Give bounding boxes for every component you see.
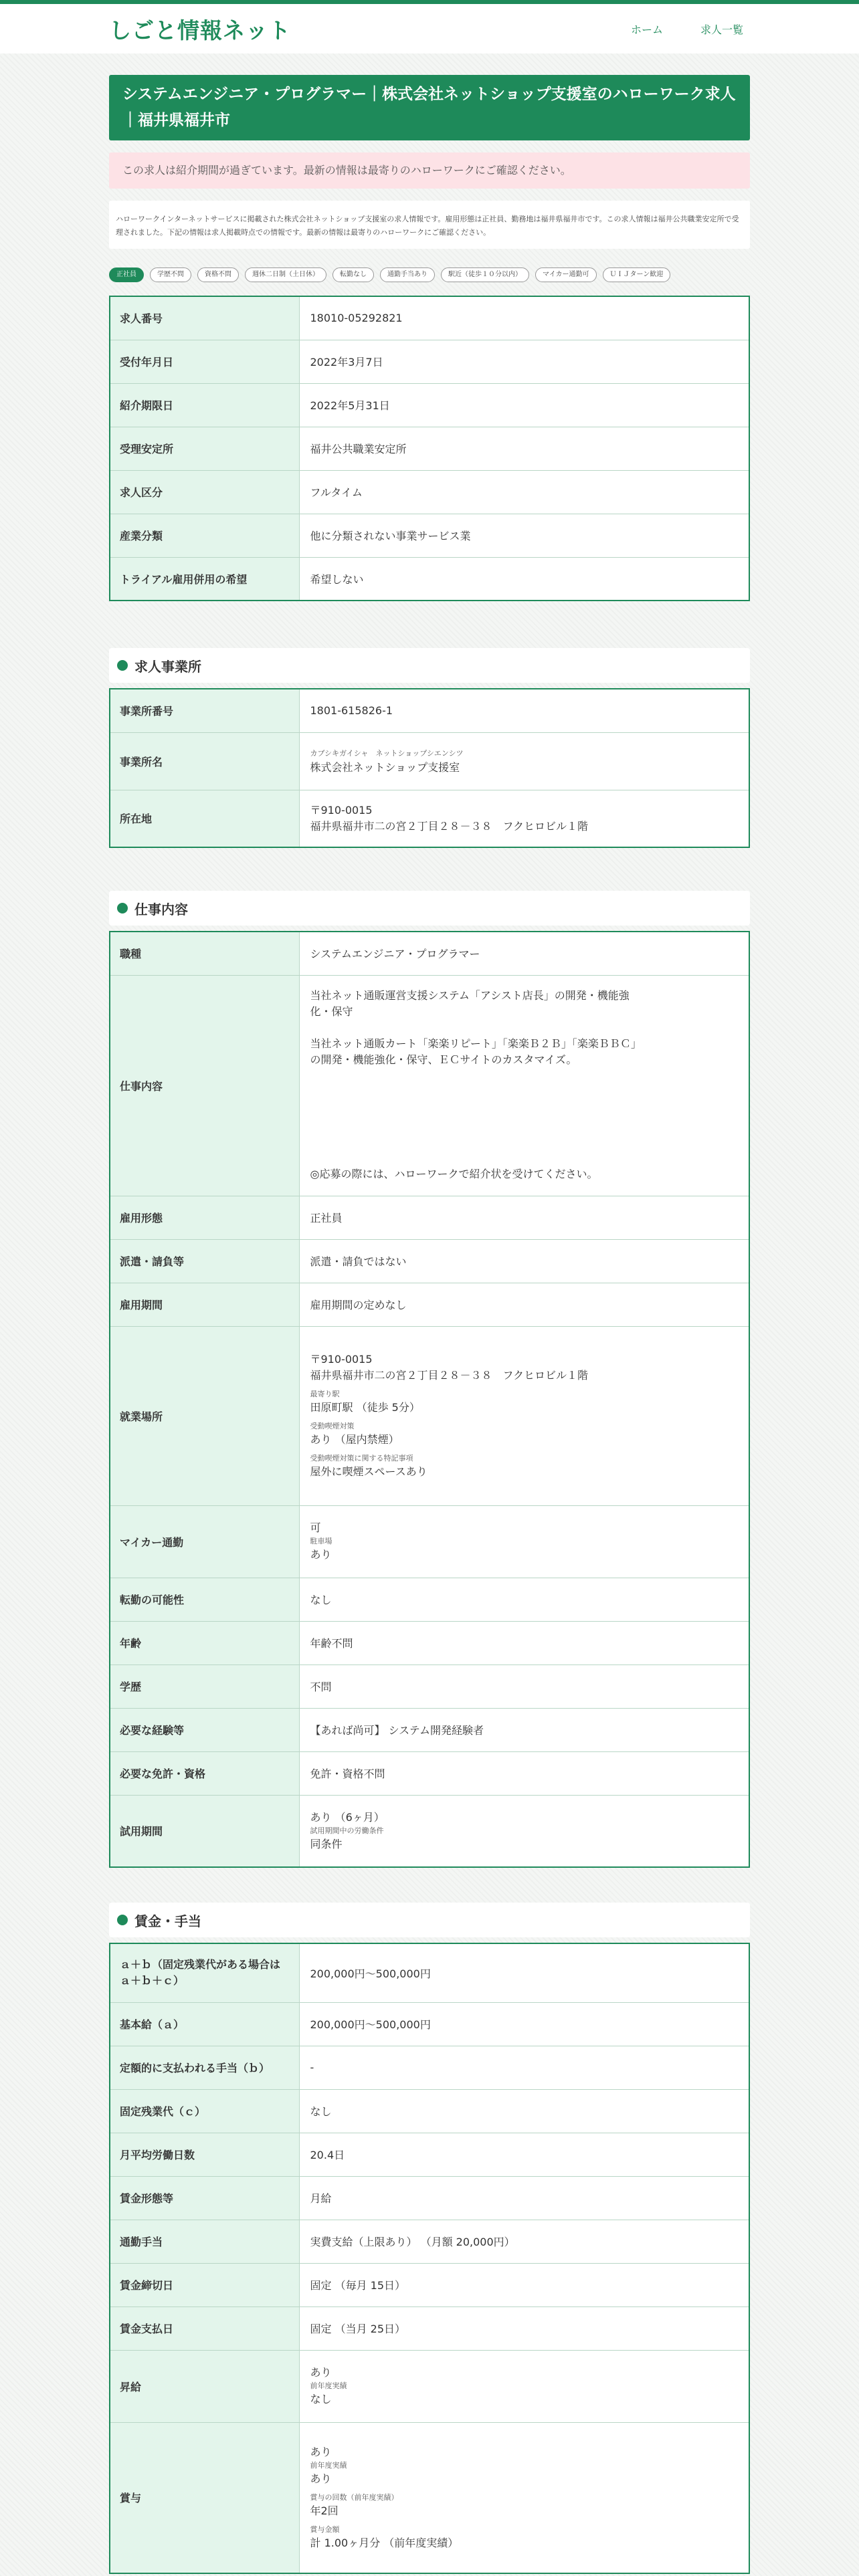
table-row (110, 732, 749, 790)
row-value: 固定 （当月 25日） (299, 2306, 749, 2350)
row-label: 産業分類 (110, 514, 299, 557)
row-label: 転勤の可能性 (110, 1578, 299, 1621)
bullet-dot-icon (117, 660, 128, 671)
row-label: トライアル雇用併用の希望 (110, 557, 299, 601)
job-table (109, 931, 750, 1868)
tag-item[interactable]: マイカー通勤可 (535, 267, 597, 282)
table-row (110, 1505, 749, 1578)
table-row (110, 1795, 749, 1867)
table-row (110, 2089, 749, 2133)
trial-caption: 試用期間中の労働条件 (310, 1826, 384, 1835)
row-value: なし (299, 1578, 749, 1621)
row-label: 派遣・請負等 (110, 1239, 299, 1283)
section-title: 求人事業所 (134, 658, 201, 675)
row-value (299, 2422, 749, 2573)
row-label: 必要な経験等 (110, 1708, 299, 1751)
row-value: 【あれば尚可】 システム開発経験者 (299, 1708, 749, 1751)
bonus-times-caption: 賞与の回数（前年度実績） (310, 2492, 399, 2502)
row-label: 求人区分 (110, 470, 299, 514)
row-value: フルタイム (299, 470, 749, 514)
table-row (110, 427, 749, 470)
section-heading-office (109, 648, 750, 683)
table-row (110, 2220, 749, 2263)
job-description: ハローワークインターネットサービスに掲載された株式会社ネットショップ支援室の求人情報です。雇用形態は正社員、勤務地は福井県福井市です。この求人情報は福井公共職業安定所で受理されました。下記の情報は求人掲載時点での情報です。最新の情報は最寄りのハローワークにご確認ください。 (109, 201, 750, 249)
row-value (299, 732, 749, 790)
row-label: 受付年月日 (110, 340, 299, 383)
row-value (299, 1795, 749, 1867)
table-row (110, 470, 749, 514)
row-value: 正社員 (299, 1196, 749, 1239)
bonus-amount: 計 1.00ヶ月分 （前年度実績） (310, 2536, 459, 2549)
row-label: 仕事内容 (110, 975, 299, 1196)
row-value: 月給 (299, 2176, 749, 2220)
row-label: 昇給 (110, 2350, 299, 2422)
place-address: 福井県福井市二の宮２丁目２８－３８ フクヒロビル１階 (310, 1369, 589, 1382)
row-label: 職種 (110, 932, 299, 975)
table-row (110, 340, 749, 383)
station-caption: 最寄り駅 (310, 1390, 340, 1398)
main-nav (631, 21, 743, 37)
tag-item[interactable]: 資格不問 (197, 267, 239, 282)
row-label: 所在地 (110, 790, 299, 847)
row-value: 2022年3月7日 (299, 340, 749, 383)
row-label: 通勤手当 (110, 2220, 299, 2263)
tag-item[interactable]: 転勤なし (332, 267, 374, 282)
row-label: 受理安定所 (110, 427, 299, 470)
table-row (110, 2176, 749, 2220)
job-content-2: 当社ネット通販カート「楽楽リピート」「楽楽Ｂ２Ｂ」「楽楽ＢＢＣ」の開発・機能強化・保守、ＥＣサイトのカスタマイズ。 (310, 1037, 642, 1066)
row-value: 派遣・請負ではない (299, 1239, 749, 1283)
page-title: システムエンジニア・プログラマー｜株式会社ネットショップ支援室のハローワーク求人｜福井県福井市 (109, 75, 750, 140)
expired-alert: この求人は紹介期間が過ぎています。最新の情報は最寄りのハローワークにご確認ください。 (109, 152, 750, 189)
table-row (110, 2046, 749, 2089)
raise-value: あり (310, 2366, 332, 2379)
row-value (299, 1326, 749, 1505)
row-label: 雇用期間 (110, 1283, 299, 1326)
parking-value: あり (310, 1548, 332, 1561)
row-value: 雇用期間の定めなし (299, 1283, 749, 1326)
row-label: 学歴 (110, 1665, 299, 1708)
smoke-caption: 受動喫煙対策 (310, 1422, 355, 1430)
table-row (110, 2133, 749, 2176)
table-row (110, 1751, 749, 1795)
trial-condition: 同条件 (310, 1837, 343, 1850)
bullet-dot-icon (117, 903, 128, 914)
row-value: 200,000円〜500,000円 (299, 1943, 749, 2002)
parking-caption: 駐車場 (310, 1537, 332, 1545)
row-label: 事業所名 (110, 732, 299, 790)
row-label: 賃金形態等 (110, 2176, 299, 2220)
row-value: 20.4日 (299, 2133, 749, 2176)
table-row (110, 1665, 749, 1708)
bullet-dot-icon (117, 1915, 128, 1925)
row-value (299, 975, 749, 1196)
row-value (299, 1505, 749, 1578)
table-row (110, 296, 749, 340)
place-zip: 〒910-0015 (310, 1353, 373, 1366)
row-value: 免許・資格不問 (299, 1751, 749, 1795)
row-label: 賃金締切日 (110, 2263, 299, 2306)
row-value: システムエンジニア・プログラマー (299, 932, 749, 975)
office-kana: カブシキガイシャ ネットショップシエンシツ (310, 748, 464, 758)
row-value: 1801-615826-1 (299, 689, 749, 732)
table-row (110, 383, 749, 427)
row-value: 年齢不問 (299, 1621, 749, 1665)
row-value: 不問 (299, 1665, 749, 1708)
table-row (110, 1943, 749, 2002)
tag-item[interactable]: 駅近（徒歩１０分以内） (441, 267, 529, 282)
row-label: 年齢 (110, 1621, 299, 1665)
raise-caption: 前年度実績 (310, 2381, 347, 2390)
tag-item[interactable]: 週休二日制（土日休） (245, 267, 326, 282)
table-row (110, 1708, 749, 1751)
row-value: 18010-05292821 (299, 296, 749, 340)
row-label: 賞与 (110, 2422, 299, 2573)
office-table (109, 688, 750, 848)
row-label: 紹介期限日 (110, 383, 299, 427)
tag-item[interactable]: ＵＩＪターン歓迎 (603, 267, 671, 282)
row-label: 賃金支払日 (110, 2306, 299, 2350)
row-label: 求人番号 (110, 296, 299, 340)
bonus-actual: あり (310, 2472, 332, 2485)
row-label: 基本給（ａ） (110, 2002, 299, 2046)
tag-item[interactable]: 学歴不問 (150, 267, 191, 282)
row-label: マイカー通勤 (110, 1505, 299, 1578)
row-label: 固定残業代（ｃ） (110, 2089, 299, 2133)
row-label: ａ＋ｂ（固定残業代がある場合はａ＋ｂ＋ｃ） (110, 1943, 299, 2002)
station-value: 田原町駅 （徒歩 5分） (310, 1401, 420, 1414)
job-content-1: 当社ネット通販運営支援システム「アシスト店長」の開発・機能強化・保守 (310, 988, 630, 1018)
row-value: 福井公共職業安定所 (299, 427, 749, 470)
bonus-amount-caption: 賞与金額 (310, 2525, 340, 2534)
row-label: 必要な免許・資格 (110, 1751, 299, 1795)
trial-value: あり （6ヶ月） (310, 1810, 385, 1824)
table-row (110, 689, 749, 732)
basic-info-table (109, 296, 750, 601)
table-row (110, 2263, 749, 2306)
wage-table (109, 1943, 750, 2574)
tag-item[interactable]: 正社員 (109, 267, 144, 282)
row-label: 定額的に支払われる手当（ｂ） (110, 2046, 299, 2089)
nav-job-list[interactable]: 求人一覧 (700, 23, 743, 36)
job-content-3: ◎応募の際には、ハローワークで紹介状を受けてください。 (310, 1167, 598, 1180)
tag-item[interactable]: 通勤手当あり (380, 267, 435, 282)
row-value: 他に分類されない事業サービス業 (299, 514, 749, 557)
table-row (110, 514, 749, 557)
section-title: 仕事内容 (134, 901, 188, 918)
row-value (299, 790, 749, 847)
row-value (299, 2350, 749, 2422)
row-label: 試用期間 (110, 1795, 299, 1867)
row-label: 雇用形態 (110, 1196, 299, 1239)
table-row (110, 932, 749, 975)
site-logo[interactable]: しごと情報ネット (109, 17, 291, 43)
table-row (110, 2306, 749, 2350)
table-row (110, 975, 749, 1196)
bonus-times: 年2回 (310, 2504, 339, 2517)
smoke-note-caption: 受動喫煙対策に関する特記事項 (310, 1454, 413, 1463)
office-zip: 〒910-0015 (310, 803, 373, 817)
table-row (110, 2350, 749, 2422)
row-label: 就業場所 (110, 1326, 299, 1505)
bonus-value: あり (310, 2445, 332, 2458)
row-value: 固定 （毎月 15日） (299, 2263, 749, 2306)
row-value: - (299, 2046, 749, 2089)
row-value: 2022年5月31日 (299, 383, 749, 427)
feature-tags (109, 267, 750, 282)
smoke-value: あり （屋内禁煙） (310, 1433, 399, 1446)
table-row (110, 1283, 749, 1326)
row-value: 希望しない (299, 557, 749, 601)
office-name: 株式会社ネットショップ支援室 (310, 760, 460, 774)
row-value: 200,000円〜500,000円 (299, 2002, 749, 2046)
section-heading-job (109, 891, 750, 926)
car-value: 可 (310, 1521, 321, 1534)
section-title: 賃金・手当 (134, 1913, 201, 1929)
main-content (109, 75, 750, 2574)
table-row (110, 2422, 749, 2573)
row-value: 実費支給（上限あり） （月額 20,000円） (299, 2220, 749, 2263)
site-header (0, 4, 859, 53)
table-row (110, 1196, 749, 1239)
table-row (110, 2002, 749, 2046)
section-heading-wage (109, 1903, 750, 1937)
row-value: なし (299, 2089, 749, 2133)
table-row (110, 1326, 749, 1505)
table-row (110, 557, 749, 601)
table-row (110, 790, 749, 847)
raise-actual: なし (310, 2393, 332, 2405)
bonus-caption: 前年度実績 (310, 2460, 347, 2470)
row-label: 事業所番号 (110, 689, 299, 732)
table-row (110, 1621, 749, 1665)
office-address: 福井県福井市二の宮２丁目２８－３８ フクヒロビル１階 (310, 819, 589, 833)
table-row (110, 1578, 749, 1621)
smoke-note-value: 屋外に喫煙スペースあり (310, 1465, 427, 1478)
nav-home[interactable]: ホーム (630, 23, 663, 36)
row-label: 月平均労働日数 (110, 2133, 299, 2176)
table-row (110, 1239, 749, 1283)
